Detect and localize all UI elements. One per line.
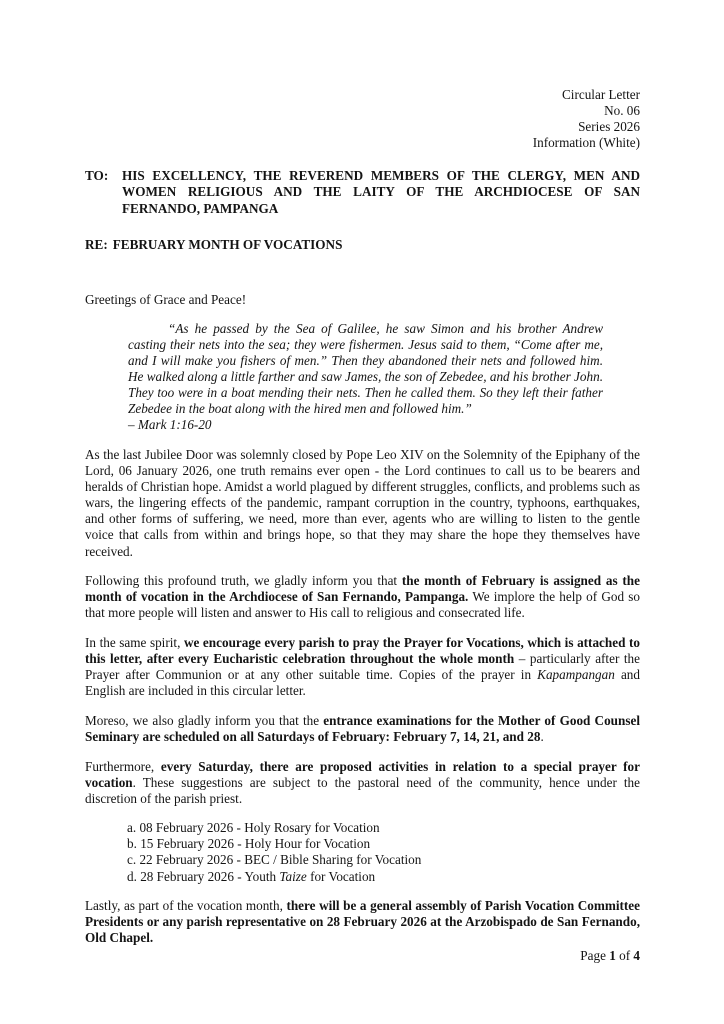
- schedule-list: [127, 820, 640, 884]
- body-paragraph: As the last Jubilee Door was solemnly closed by Pope Leo XIV on the Solemnity of the Epiphany of the Lord, 06 January 2026, one truth remains ever open - the Lord continues to call us to be bearers and heralds of Christian hope. Amidst a world plagued by different struggles, conflicts, and problems such as wars, the lingering effects of the pandemic, rampant corruption in the country, typhoons, earthquakes, and other forms of suffering, we need, more than ever, agents who are willing to listen to the gentle voice that calls from within and brings hope, so that they may share the hope they themselves have received.: [85, 447, 640, 559]
- re-label: RE:: [85, 236, 108, 252]
- greeting: Greetings of Grace and Peace!: [85, 291, 247, 307]
- subject-line: [85, 237, 640, 253]
- header-line: Series 2026: [578, 119, 640, 135]
- to-text: HIS EXCELLENCY, THE REVEREND MEMBERS OF THE CLERGY, MEN AND WOMEN RELIGIOUS AND THE LAITY OF THE ARCHDIOCESE OF SAN FERNANDO, PAMPANGA: [122, 168, 640, 216]
- header-line: No. 06: [604, 103, 640, 119]
- recipient-block: [85, 168, 640, 216]
- body-paragraph: Moreso, we also gladly inform you that the entrance examinations for the Mother of Good Counsel Seminary are scheduled on all Saturdays of February: February 7, 14, 21, and 28.: [85, 712, 640, 744]
- quote-citation: – Mark 1:16-20: [128, 417, 212, 433]
- page-footer: Page 1 of 4: [580, 948, 640, 963]
- body-paragraphs: [85, 447, 640, 807]
- schedule-item: c. 22 February 2026 - BEC / Bible Sharing for Vocation: [127, 852, 422, 868]
- schedule-item: d. 28 February 2026 - Youth Taize for Vocation: [127, 868, 376, 884]
- re-text: FEBRUARY MONTH OF VOCATIONS: [112, 236, 343, 252]
- header-line: Circular Letter: [562, 87, 640, 102]
- letter-header: [85, 87, 640, 151]
- header-line: Information (White): [532, 135, 640, 151]
- closing-paragraph: Lastly, as part of the vocation month, there will be a general assembly of Parish Vocation Committee Presidents or any parish representative on 28 February 2026 at the Arzobispado de San Fernando, Old Chapel.: [85, 898, 640, 946]
- schedule-item: b. 15 February 2026 - Holy Hour for Vocation: [127, 836, 371, 852]
- scripture-quote: “As he passed by the Sea of Galilee, he saw Simon and his brother Andrew casting their nets into the sea; they were fishermen. Jesus said to them, “Come after me, and I will make you fishers of men.” Then they abandoned their nets and followed him. He walked along a little farther and saw James, the son of Zebedee, and his brother John. They too were in a boat mending their nets. Then he called them. So they left their father Zebedee in the boat along with the hired men and followed him.”: [128, 320, 603, 417]
- to-label: TO:: [85, 168, 109, 184]
- body-paragraph: Furthermore, every Saturday, there are proposed activities in relation to a special prayer for vocation. These suggestions are subject to the pastoral need of the community, hence under the discretion of the parish priest.: [85, 758, 641, 806]
- schedule-item: a. 08 February 2026 - Holy Rosary for Vocation: [127, 820, 380, 836]
- body-paragraph: In the same spirit, we encourage every parish to pray the Prayer for Vocations, which is attached to this letter, after every Eucharistic celebration throughout the whole month – particularly after the Prayer after Communion or at any other suitable time. Copies of the prayer in Kapampangan and English are included in this circular letter.: [85, 634, 640, 699]
- body-paragraph: Following this profound truth, we gladly inform you that the month of February is assigned as the month of vocation in the Archdiocese of San Fernando, Pampanga. We implore the help of God so that more people will listen and answer to His call to religious and consecrated life.: [85, 573, 640, 621]
